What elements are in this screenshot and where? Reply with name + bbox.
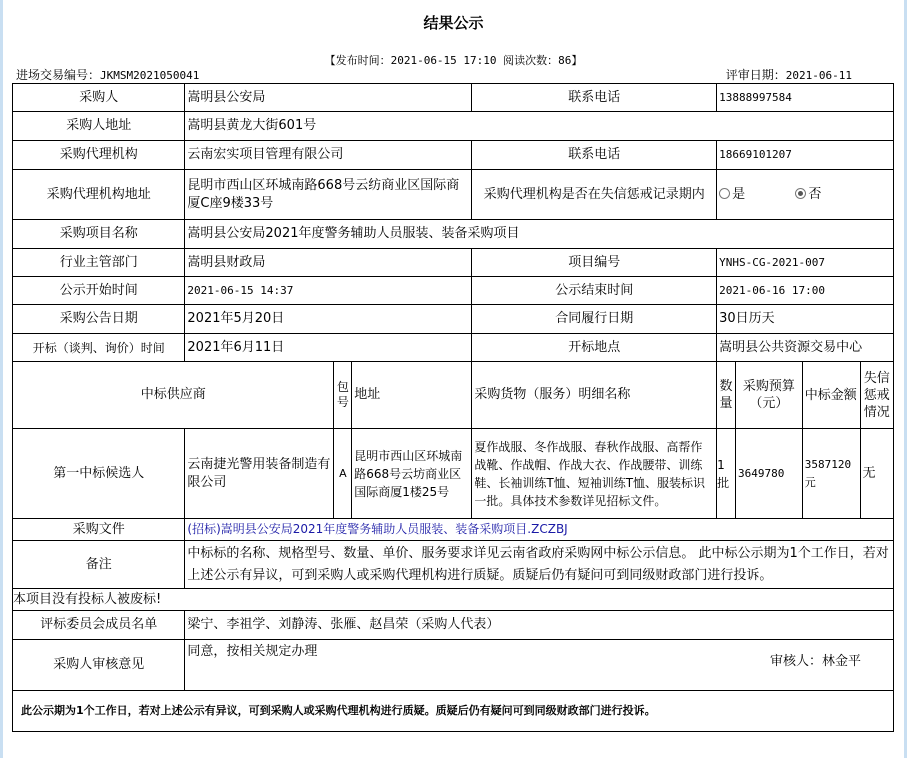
bid-header-row [13, 362, 894, 429]
bid-header-budget: 采购预算（元） [735, 362, 802, 429]
opinion-value: 同意，按相关规定办理 [187, 644, 318, 659]
announce-date-label: 采购公告日期 [13, 305, 185, 334]
contract-period-label: 合同履行日期 [472, 305, 717, 334]
credit-yes-radio[interactable] [719, 188, 730, 199]
credit-options [717, 170, 894, 220]
table-row [13, 84, 894, 112]
reads-label: 阅读次数： [503, 54, 559, 67]
bid-budget: 3649780 [735, 429, 802, 519]
contract-period-value: 30日历天 [717, 305, 894, 334]
committee-value: 梁宁、李祖学、刘静涛、张雁、赵昌荣（采购人代表） [185, 611, 894, 640]
notice-start-value: 2021-06-15 14:37 [185, 277, 472, 305]
bid-header-address: 地址 [352, 362, 472, 429]
department-value: 嵩明县财政局 [185, 249, 472, 277]
department-label: 行业主管部门 [13, 249, 185, 277]
credit-yes-label: 是 [732, 186, 746, 202]
transaction-value: JKMSM2021050041 [100, 69, 200, 82]
purchaser-value: 嵩明县公安局 [185, 84, 472, 112]
publish-time: 2021-06-15 17:10 [390, 54, 497, 67]
project-name-value: 嵩明县公安局2021年度警务辅助人员服装、装备采购项目 [185, 220, 894, 249]
bid-header-credit: 失信惩戒情况 [860, 362, 893, 429]
credit-label: 采购代理机构是否在失信惩戒记录期内 [472, 170, 717, 220]
table-row [13, 691, 894, 732]
opinion-label: 采购人审核意见 [13, 640, 185, 691]
abandoned-notice: 本项目没有投标人被废标! [13, 589, 894, 611]
doc-label: 采购文件 [13, 519, 185, 541]
open-time-value: 2021年6月11日 [185, 334, 472, 362]
table-row [13, 640, 894, 691]
table-row [13, 141, 894, 170]
result-table [12, 83, 894, 732]
remark-label: 备注 [13, 541, 185, 589]
footer-notice: 此公示期为1个工作日，若对上述公示有异议，可到采购人或采购代理机构进行质疑。质疑后仍有疑问可到同级财政部门进行投诉。 [13, 691, 894, 732]
left-edge [0, 0, 3, 758]
review-date [726, 66, 852, 83]
phone2-label: 联系电话 [472, 141, 717, 170]
notice-end-label: 公示结束时间 [472, 277, 717, 305]
announce-date-value: 2021年5月20日 [185, 305, 472, 334]
transaction-number [16, 66, 199, 83]
table-row [13, 611, 894, 640]
review-date-value: 2021-06-11 [785, 69, 852, 82]
bid-header-supplier: 中标供应商 [13, 362, 334, 429]
bid-row [13, 429, 894, 519]
purchaser-address-label: 采购人地址 [13, 112, 185, 141]
table-row [13, 305, 894, 334]
agency-value: 云南宏实项目管理有限公司 [185, 141, 472, 170]
phone2-value: 18669101207 [717, 141, 894, 170]
purchaser-address-value: 嵩明县黄龙大街601号 [185, 112, 894, 141]
bid-address: 昆明市西山区环城南路668号云坊商业区国际商厦1楼25号 [352, 429, 472, 519]
bid-header-qty: 数量 [717, 362, 736, 429]
agency-address-value: 昆明市西山区环城南路668号云纺商业区国际商厦C座9楼33号 [185, 170, 472, 220]
table-row [13, 334, 894, 362]
bid-header-amount: 中标金额 [802, 362, 860, 429]
table-row [13, 541, 894, 589]
bid-goods: 夏作战服、冬作战服、春秋作战服、高帮作战靴、作战帽、作战大衣、作战腰带、训练鞋、长袖训练T恤、短袖训练T恤、服装标识一批。具体技术参数详见招标文件。 [472, 429, 717, 519]
table-row [13, 170, 894, 220]
open-place-label: 开标地点 [472, 334, 717, 362]
credit-no-label: 否 [808, 186, 822, 202]
notice-end-value: 2021-06-16 17:00 [717, 277, 894, 305]
bid-qty: 1批 [717, 429, 736, 519]
project-no-label: 项目编号 [472, 249, 717, 277]
bid-header-package: 包号 [334, 362, 352, 429]
bid-rank: 第一中标候选人 [13, 429, 185, 519]
bid-header-goods: 采购货物（服务）明细名称 [472, 362, 717, 429]
doc-link[interactable]: (招标)嵩明县公安局2021年度警务辅助人员服装、装备采购项目.ZCZBJ [187, 522, 568, 536]
meta-close: 】 [571, 54, 583, 67]
transaction-label: 进场交易编号： [16, 68, 101, 82]
purchaser-label: 采购人 [13, 84, 185, 112]
reads-count: 86 [558, 54, 572, 67]
agency-address-label: 采购代理机构地址 [13, 170, 185, 220]
open-place-value: 嵩明县公共资源交易中心 [717, 334, 894, 362]
bid-amount: 3587120元 [802, 429, 860, 519]
table-row [13, 277, 894, 305]
publish-label: 发布时间： [335, 54, 391, 67]
meta-open: 【 [324, 54, 336, 67]
notice-start-label: 公示开始时间 [13, 277, 185, 305]
bid-supplier: 云南捷光警用装备制造有限公司 [185, 429, 334, 519]
reviewer: 审核人：林金平 [769, 654, 861, 669]
table-row [13, 519, 894, 541]
bid-package: A [334, 429, 352, 519]
committee-label: 评标委员会成员名单 [13, 611, 185, 640]
table-row [13, 112, 894, 141]
project-no-value: YNHS-CG-2021-007 [717, 249, 894, 277]
open-time-label: 开标（谈判、询价）时间 [13, 334, 185, 362]
phone1-value: 13888997584 [717, 84, 894, 112]
table-row [13, 249, 894, 277]
bid-credit: 无 [860, 429, 893, 519]
agency-label: 采购代理机构 [13, 141, 185, 170]
phone1-label: 联系电话 [472, 84, 717, 112]
review-date-label: 评审日期： [725, 68, 786, 82]
table-row [13, 220, 894, 249]
table-row [13, 589, 894, 611]
credit-no-radio[interactable] [795, 188, 806, 199]
project-name-label: 采购项目名称 [13, 220, 185, 249]
remark-value: 中标标的名称、规格型号、数量、单价、服务要求详见云南省政府采购网中标公示信息。 此中标公示期为1个工作日，若对上述公示有异议，可到采购人或采购代理机构进行质疑。质疑后仍有疑问可到同级财政部门进行投诉。 [185, 541, 894, 589]
page-title: 结果公示 [423, 14, 484, 32]
